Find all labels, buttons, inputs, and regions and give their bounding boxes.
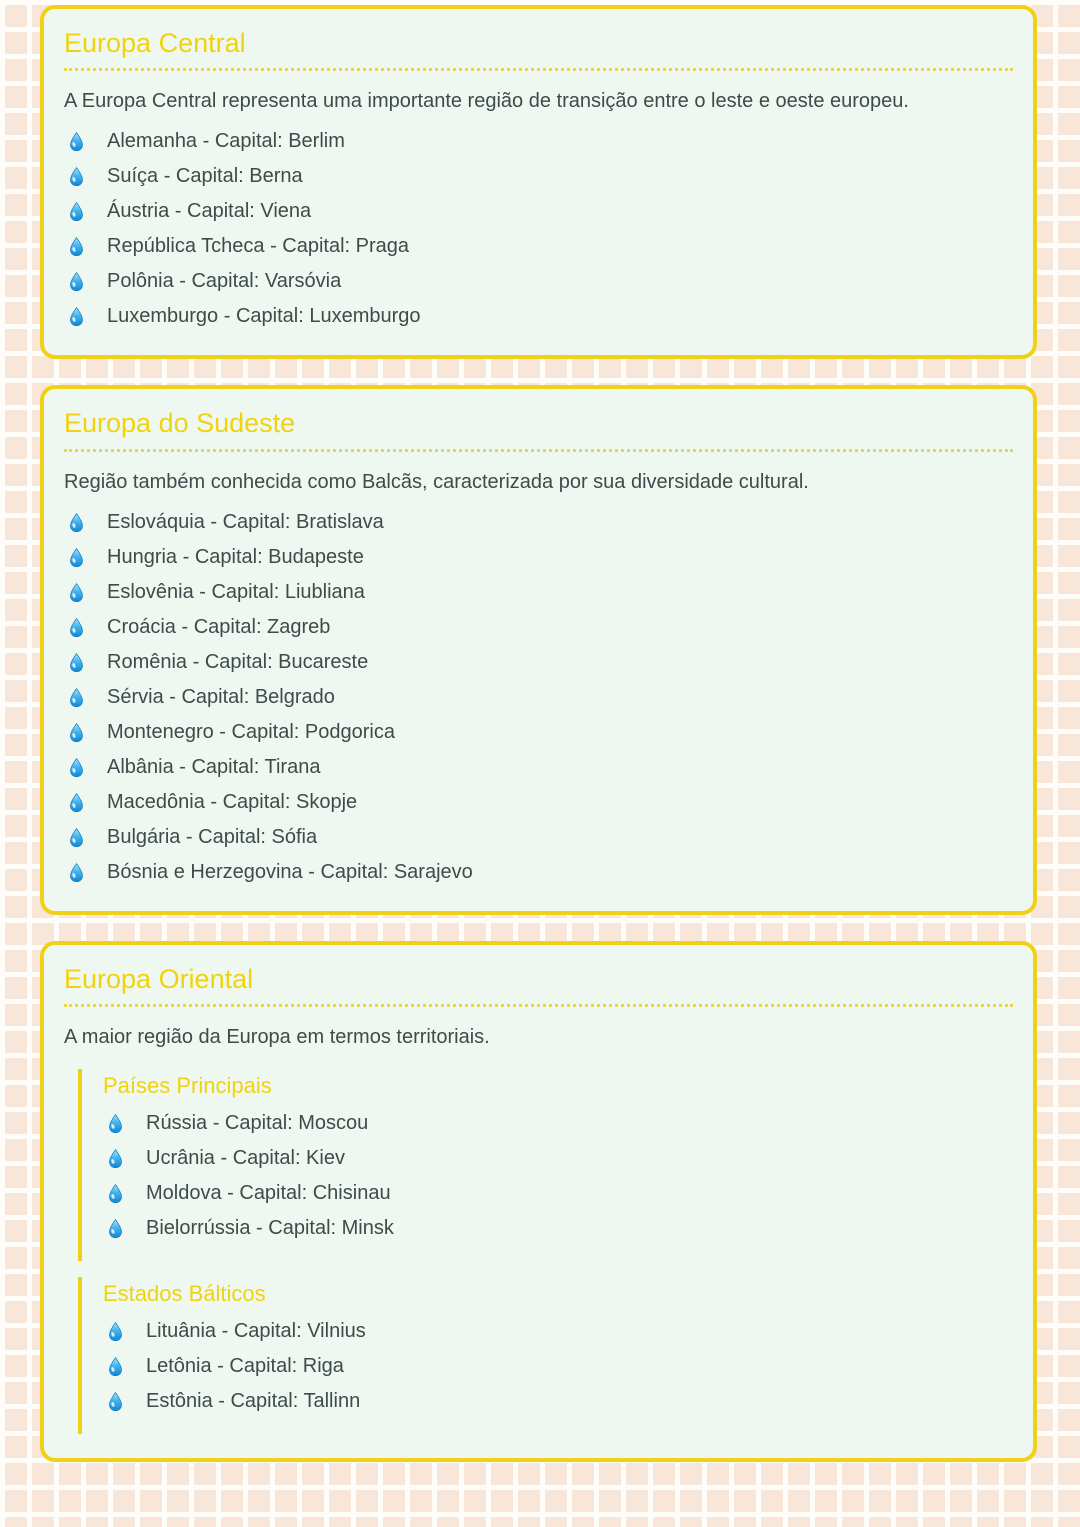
country-capital-text: Bósnia e Herzegovina - Capital: Sarajevo [107,860,473,883]
country-list-item [103,1391,1013,1412]
subregion-title: Países Principais [103,1073,272,1099]
region-description: Região também conhecida como Balcãs, caracterizada por sua diversidade cultural. [64,470,809,493]
country-capital-text: Romênia - Capital: Bucareste [107,650,369,673]
country-list-item [103,1321,1013,1342]
country-capital-text: Sérvia - Capital: Belgrado [107,685,335,708]
water-drop-icon [68,582,85,603]
water-drop-icon [68,547,85,568]
country-list-item [64,512,1013,533]
region-title: Europa Central [64,27,1013,71]
country-list-item [64,547,1013,568]
country-capital-text: Hungria - Capital: Budapeste [107,545,364,568]
country-capital-text: Albânia - Capital: Tirana [107,755,321,778]
country-list-item [64,862,1013,883]
water-drop-icon [107,1321,124,1342]
water-drop-icon [68,201,85,222]
country-list-item [103,1148,1013,1169]
country-capital-text: Polônia - Capital: Varsóvia [107,270,342,293]
country-list-item [64,306,1013,327]
water-drop-icon [68,792,85,813]
country-capital-text: Alemanha - Capital: Berlim [107,130,345,153]
country-capital-text: Estônia - Capital: Tallinn [146,1390,361,1413]
country-list-item [103,1218,1013,1239]
country-list-item [103,1356,1013,1377]
subsections [64,1069,1013,1434]
country-capital-text: Ucrânia - Capital: Kiev [146,1147,345,1170]
water-drop-icon [107,1356,124,1377]
region-card [40,385,1037,914]
country-capital-text: República Tcheca - Capital: Praga [107,235,410,258]
country-list-item [64,582,1013,603]
country-list-item [64,236,1013,257]
country-list-item [64,652,1013,673]
country-capital-text: Macedônia - Capital: Skopje [107,790,358,813]
country-list-item [64,722,1013,743]
country-list-item [64,792,1013,813]
country-list-item [64,131,1013,152]
water-drop-icon [107,1113,124,1134]
water-drop-icon [68,687,85,708]
country-list-item [103,1183,1013,1204]
region-description: A maior região da Europa em termos territoriais. [64,1026,490,1049]
water-drop-icon [68,652,85,673]
country-capital-text: Bulgária - Capital: Sófia [107,825,318,848]
water-drop-icon [68,306,85,327]
country-list-item [64,166,1013,187]
country-list-item [64,201,1013,222]
water-drop-icon [68,512,85,533]
country-list [64,512,1013,883]
water-drop-icon [107,1148,124,1169]
country-capital-text: Moldova - Capital: Chisinau [146,1182,391,1205]
country-list-item [64,687,1013,708]
country-capital-text: Luxemburgo - Capital: Luxemburgo [107,305,421,328]
subregion-block [78,1069,1013,1261]
water-drop-icon [68,166,85,187]
country-capital-text: Suíça - Capital: Berna [107,165,303,188]
country-capital-text: Áustria - Capital: Viena [107,200,312,223]
country-list-item [64,271,1013,292]
country-capital-text: Eslováquia - Capital: Bratislava [107,510,384,533]
region-title: Europa do Sudeste [64,407,1013,451]
subregion-block [78,1277,1013,1434]
country-capital-text: Lituânia - Capital: Vilnius [146,1320,366,1343]
country-list-item [103,1113,1013,1134]
region-title: Europa Oriental [64,963,1013,1007]
country-capital-text: Croácia - Capital: Zagreb [107,615,331,638]
subregion-title: Estados Bálticos [103,1281,266,1307]
subregion-country-list [103,1113,1013,1239]
water-drop-icon [68,236,85,257]
region-card [40,941,1037,1462]
water-drop-icon [107,1183,124,1204]
country-list-item [64,617,1013,638]
water-drop-icon [107,1391,124,1412]
country-capital-text: Letônia - Capital: Riga [146,1355,344,1378]
water-drop-icon [68,862,85,883]
country-list-item [64,827,1013,848]
water-drop-icon [68,722,85,743]
region-card [40,5,1037,359]
water-drop-icon [68,271,85,292]
subregion-country-list [103,1321,1013,1412]
country-capital-text: Montenegro - Capital: Podgorica [107,720,395,743]
country-capital-text: Bielorrússia - Capital: Minsk [146,1217,394,1240]
water-drop-icon [107,1218,124,1239]
country-capital-text: Rússia - Capital: Moscou [146,1112,369,1135]
region-description: A Europa Central representa uma importante região de transição entre o leste e oeste europeu. [64,90,909,113]
country-capital-text: Eslovênia - Capital: Liubliana [107,580,365,603]
water-drop-icon [68,827,85,848]
country-list-item [64,757,1013,778]
country-list [64,131,1013,327]
water-drop-icon [68,757,85,778]
water-drop-icon [68,131,85,152]
water-drop-icon [68,617,85,638]
